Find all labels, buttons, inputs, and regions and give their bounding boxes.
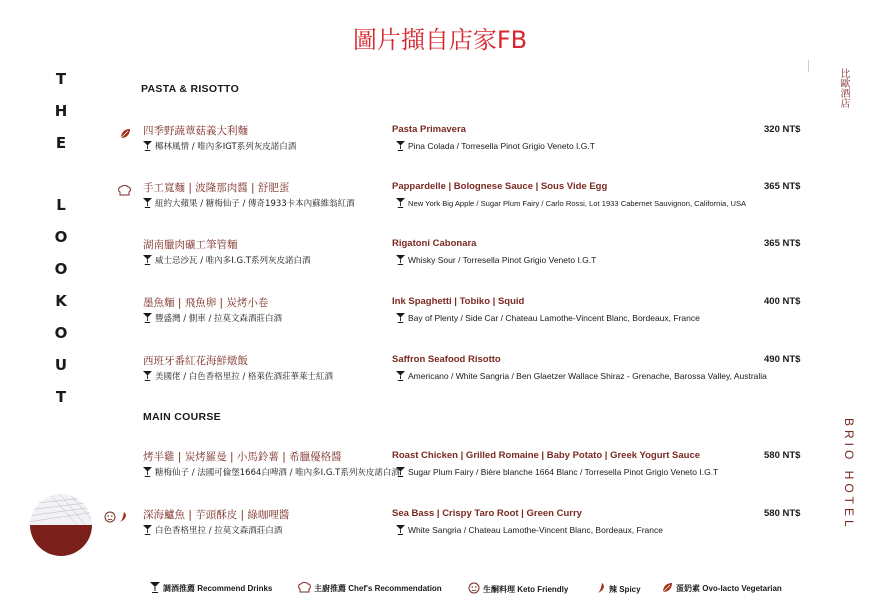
- dish-name-english: Ink Spaghetti | Tobiko | Squid: [392, 296, 525, 307]
- keto-icon: [468, 582, 480, 594]
- leaf-icon: [120, 124, 131, 143]
- dish-name-chinese: 手工寬麵 | 波隆那肉醬 | 舒肥蛋: [143, 182, 290, 194]
- dish-name-english: Saffron Seafood Risotto: [392, 354, 501, 365]
- title-letter: H: [54, 102, 68, 120]
- dish-name-english: Roast Chicken | Grilled Romaine | Baby Potato | Greek Yogurt Sauce: [392, 450, 701, 461]
- drink-pairing-chinese: 白色香格里拉 / 拉莫文森酒莊白酒: [143, 524, 282, 536]
- drink-pairing-chinese: 椰林風情 / 唯內多IGT系列灰皮諾白酒: [143, 140, 296, 152]
- legend-veg: [662, 582, 782, 594]
- leaf-icon: [662, 582, 673, 593]
- title-letter: U: [54, 356, 68, 374]
- price: 400 NT$: [764, 296, 801, 307]
- title-letter: O: [54, 260, 68, 278]
- price: 365 NT$: [764, 238, 801, 249]
- banner-caption: 圖片擷自店家FB: [352, 26, 528, 54]
- logo-emblem: [28, 492, 94, 558]
- cocktail-glass-icon: [150, 582, 160, 593]
- section-heading-main: MAIN COURSE: [143, 411, 221, 423]
- drink-pairing-chinese: 威士忌沙瓦 / 唯內多I.G.T系列灰皮諾白酒: [143, 254, 310, 266]
- dish-name-chinese: 西班牙番紅花海鮮燉飯: [143, 355, 248, 367]
- section-heading-pasta: PASTA & RISOTTO: [141, 83, 240, 95]
- dish-name-chinese: 墨魚麵 | 飛魚卵 | 炭烤小卷: [143, 297, 269, 309]
- drink-pairing-chinese: 紐約大蘋果 / 糖梅仙子 / 傳奇1933卡本內蘇維翁紅酒: [143, 197, 355, 209]
- legend-keto: [468, 582, 568, 595]
- price: 490 NT$: [764, 354, 801, 365]
- brand-chinese: 比歐酒店: [838, 68, 849, 108]
- chili-icon: [596, 582, 606, 594]
- title-gap: [52, 159, 70, 189]
- drink-pairing-english: New York Big Apple / Sugar Plum Fairy / Carlo Rossi, Lot 1933 Cabernet Sauvignon, California, USA: [396, 198, 746, 208]
- drink-pairing-english: Whisky Sour / Torresella Pinot Grigio Veneto I.G.T: [396, 255, 596, 265]
- drink-pairing-english: Bay of Plenty / Side Car / Chateau Lamothe-Vincent Blanc, Bordeaux, France: [396, 313, 700, 323]
- chef-hat-icon: [118, 181, 131, 200]
- drink-pairing-chinese: 豐盛灣 / 側車 / 拉莫文森酒莊白酒: [143, 312, 282, 324]
- drink-pairing-english: Pina Colada / Torresella Pinot Grigio Veneto I.G.T: [396, 141, 595, 151]
- dish-name-chinese: 深海鱸魚 | 芋頭酥皮 | 綠咖哩醬: [143, 509, 290, 521]
- legend-chef: [298, 582, 442, 594]
- title-letter: T: [55, 70, 67, 88]
- drink-pairing-chinese: 糖梅仙子 / 法國可倫堡1664白啤酒 / 唯內多I.G.T系列灰皮諾白酒: [143, 466, 400, 478]
- drink-pairing-english: White Sangria / Chateau Lamothe-Vincent Blanc, Bordeaux, France: [396, 525, 663, 535]
- dish-name-chinese: 烤半雞 | 炭烤羅曼 | 小馬鈴薯 | 希臘優格醬: [143, 451, 342, 463]
- dish-name-english: Rigatoni Cabonara: [392, 238, 477, 249]
- title-letter: T: [55, 388, 67, 406]
- dish-name-english: Pasta Primavera: [392, 124, 466, 135]
- legend-drinks: [150, 582, 272, 594]
- dish-name-chinese: 湖南臘肉礦工筆管麵: [143, 239, 238, 251]
- dish-name-english: Pappardelle | Bolognese Sauce | Sous Vide Egg: [392, 181, 608, 192]
- keto-chili-icon: [104, 508, 130, 527]
- legend-label: 辣 Spicy: [609, 585, 641, 594]
- title-letter: E: [55, 134, 67, 152]
- price: 580 NT$: [764, 450, 801, 461]
- drink-pairing-english: Americano / White Sangria / Ben Glaetzer Wallace Shiraz - Grenache, Barossa Valley, Australia: [396, 371, 767, 381]
- drink-pairing-english: Sugar Plum Fairy / Bière blanche 1664 Blanc / Torresella Pinot Grigio Veneto I.G.T: [396, 467, 718, 477]
- vertical-title: [52, 63, 70, 413]
- price: 365 NT$: [764, 181, 801, 192]
- legend-label: 生酮料理 Keto Friendly: [483, 585, 569, 594]
- legend-label: 調酒推薦 Recommend Drinks: [163, 584, 273, 593]
- legend-label: 蛋奶素 Ovo-lacto Vegetarian: [676, 584, 782, 593]
- title-letter: O: [54, 324, 68, 342]
- drink-pairing-chinese: 美國佬 / 白色香格里拉 / 格萊佐酒莊華萊士紅酒: [143, 370, 333, 382]
- price: 580 NT$: [764, 508, 801, 519]
- chef-hat-icon: [298, 582, 311, 593]
- legend-spicy: [596, 582, 641, 595]
- brand-name: BRIO HOTEL: [842, 418, 856, 531]
- title-letter: L: [56, 196, 66, 214]
- title-letter: K: [55, 292, 67, 310]
- divider: [808, 60, 809, 72]
- legend-label: 主廚推薦 Chef's Recommendation: [314, 584, 442, 593]
- dish-name-chinese: 四季野蔬蕈菇義大利麵: [143, 125, 248, 137]
- dish-name-english: Sea Bass | Crispy Taro Root | Green Curry: [392, 508, 582, 519]
- price: 320 NT$: [764, 124, 801, 135]
- title-letter: O: [54, 228, 68, 246]
